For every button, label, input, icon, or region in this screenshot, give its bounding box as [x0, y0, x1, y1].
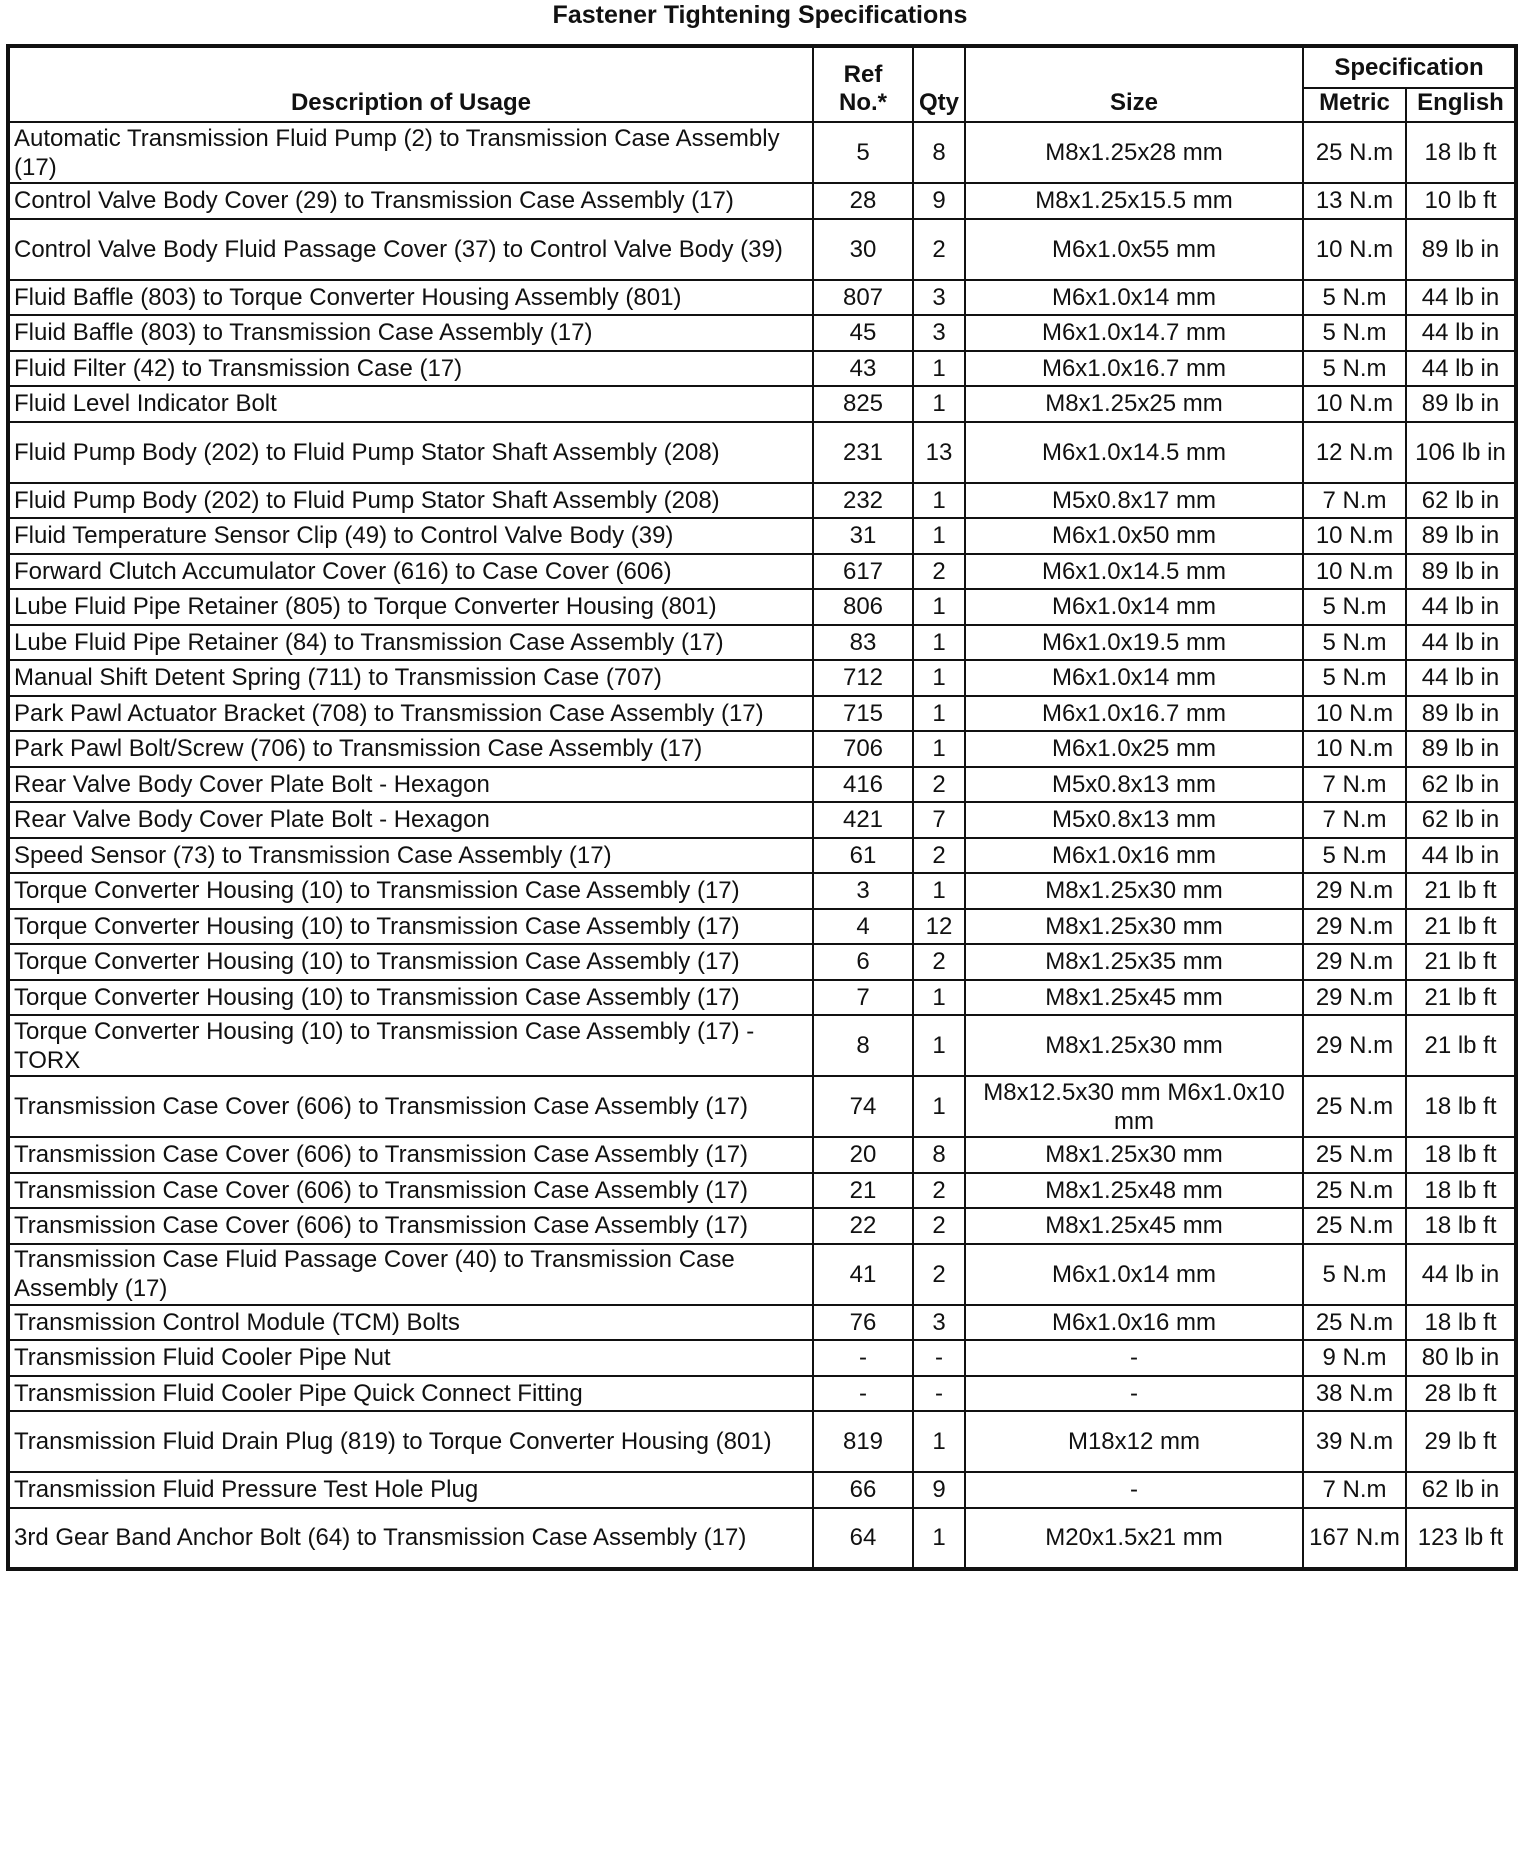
cell-qty: - [913, 1376, 965, 1412]
cell-description: Rear Valve Body Cover Plate Bolt - Hexagon [8, 802, 813, 838]
cell-description: Transmission Fluid Cooler Pipe Nut [8, 1340, 813, 1376]
cell-ref-no: 806 [813, 589, 913, 625]
table-row [8, 1137, 1516, 1173]
table-row [8, 483, 1516, 519]
cell-metric: 5 N.m [1303, 1244, 1406, 1305]
cell-metric: 39 N.m [1303, 1411, 1406, 1472]
cell-metric: 10 N.m [1303, 554, 1406, 590]
header-size: Size [965, 46, 1303, 122]
cell-size: M5x0.8x13 mm [965, 802, 1303, 838]
cell-description: Torque Converter Housing (10) to Transmission Case Assembly (17) [8, 873, 813, 909]
cell-size: M6x1.0x14 mm [965, 660, 1303, 696]
cell-ref-no: 22 [813, 1208, 913, 1244]
cell-ref-no: - [813, 1376, 913, 1412]
cell-ref-no: 706 [813, 731, 913, 767]
cell-description: Lube Fluid Pipe Retainer (805) to Torque Converter Housing (801) [8, 589, 813, 625]
cell-qty: 1 [913, 351, 965, 387]
cell-metric: 7 N.m [1303, 767, 1406, 803]
cell-qty: 1 [913, 873, 965, 909]
cell-english: 89 lb in [1406, 731, 1516, 767]
cell-metric: 29 N.m [1303, 944, 1406, 980]
cell-size: M6x1.0x14 mm [965, 280, 1303, 316]
cell-qty: 2 [913, 838, 965, 874]
cell-metric: 25 N.m [1303, 1076, 1406, 1137]
cell-english: 106 lb in [1406, 422, 1516, 483]
cell-description: Torque Converter Housing (10) to Transmission Case Assembly (17) [8, 909, 813, 945]
cell-description: Control Valve Body Fluid Passage Cover (37) to Control Valve Body (39) [8, 219, 813, 280]
cell-metric: 13 N.m [1303, 183, 1406, 219]
header-specification: Specification [1303, 46, 1516, 88]
cell-ref-no: 819 [813, 1411, 913, 1472]
table-row [8, 589, 1516, 625]
cell-size: M6x1.0x14.7 mm [965, 315, 1303, 351]
table-row [8, 315, 1516, 351]
cell-metric: 5 N.m [1303, 315, 1406, 351]
cell-english: 29 lb ft [1406, 1411, 1516, 1472]
cell-qty: 1 [913, 696, 965, 732]
table-row [8, 1015, 1516, 1076]
cell-size: - [965, 1376, 1303, 1412]
cell-metric: 5 N.m [1303, 625, 1406, 661]
cell-ref-no: 28 [813, 183, 913, 219]
table-row [8, 1376, 1516, 1412]
cell-metric: 5 N.m [1303, 351, 1406, 387]
cell-description: Torque Converter Housing (10) to Transmission Case Assembly (17) - TORX [8, 1015, 813, 1076]
cell-size: M6x1.0x14.5 mm [965, 422, 1303, 483]
table-row [8, 909, 1516, 945]
cell-ref-no: 43 [813, 351, 913, 387]
cell-english: 44 lb in [1406, 1244, 1516, 1305]
cell-description: Transmission Fluid Drain Plug (819) to Torque Converter Housing (801) [8, 1411, 813, 1472]
cell-ref-no: 61 [813, 838, 913, 874]
cell-qty: 9 [913, 183, 965, 219]
cell-metric: 12 N.m [1303, 422, 1406, 483]
cell-ref-no: 3 [813, 873, 913, 909]
cell-ref-no: 76 [813, 1305, 913, 1341]
cell-size: M8x12.5x30 mm M6x1.0x10 mm [965, 1076, 1303, 1137]
cell-description: Fluid Baffle (803) to Torque Converter Housing Assembly (801) [8, 280, 813, 316]
cell-description: Fluid Temperature Sensor Clip (49) to Control Valve Body (39) [8, 518, 813, 554]
cell-description: Automatic Transmission Fluid Pump (2) to Transmission Case Assembly (17) [8, 122, 813, 183]
cell-english: 18 lb ft [1406, 1305, 1516, 1341]
cell-description: Fluid Filter (42) to Transmission Case (17) [8, 351, 813, 387]
cell-metric: 29 N.m [1303, 909, 1406, 945]
cell-metric: 167 N.m [1303, 1508, 1406, 1569]
cell-ref-no: 41 [813, 1244, 913, 1305]
cell-ref-no: 421 [813, 802, 913, 838]
cell-ref-no: 4 [813, 909, 913, 945]
cell-metric: 7 N.m [1303, 1472, 1406, 1508]
cell-qty: 8 [913, 122, 965, 183]
table-row [8, 625, 1516, 661]
cell-metric: 10 N.m [1303, 386, 1406, 422]
cell-size: M6x1.0x19.5 mm [965, 625, 1303, 661]
cell-description: Transmission Control Module (TCM) Bolts [8, 1305, 813, 1341]
cell-size: M8x1.25x15.5 mm [965, 183, 1303, 219]
cell-size: M8x1.25x25 mm [965, 386, 1303, 422]
table-row [8, 1508, 1516, 1569]
cell-english: 44 lb in [1406, 589, 1516, 625]
cell-ref-no: 617 [813, 554, 913, 590]
cell-english: 89 lb in [1406, 554, 1516, 590]
cell-english: 28 lb ft [1406, 1376, 1516, 1412]
cell-metric: 29 N.m [1303, 1015, 1406, 1076]
cell-qty: 1 [913, 483, 965, 519]
cell-english: 62 lb in [1406, 483, 1516, 519]
cell-metric: 25 N.m [1303, 1208, 1406, 1244]
cell-english: 44 lb in [1406, 838, 1516, 874]
table-row [8, 944, 1516, 980]
cell-size: M6x1.0x16.7 mm [965, 696, 1303, 732]
cell-ref-no: 7 [813, 980, 913, 1016]
cell-description: Park Pawl Actuator Bracket (708) to Transmission Case Assembly (17) [8, 696, 813, 732]
cell-ref-no: 83 [813, 625, 913, 661]
cell-size: M6x1.0x14 mm [965, 1244, 1303, 1305]
header-metric: Metric [1303, 88, 1406, 122]
table-row [8, 802, 1516, 838]
cell-qty: 1 [913, 980, 965, 1016]
table-body [8, 122, 1516, 1569]
cell-english: 18 lb ft [1406, 1208, 1516, 1244]
cell-english: 18 lb ft [1406, 1076, 1516, 1137]
cell-qty: 2 [913, 554, 965, 590]
cell-metric: 9 N.m [1303, 1340, 1406, 1376]
cell-metric: 7 N.m [1303, 802, 1406, 838]
cell-size: M6x1.0x14.5 mm [965, 554, 1303, 590]
table-row [8, 873, 1516, 909]
cell-size: M6x1.0x16 mm [965, 1305, 1303, 1341]
cell-ref-no: 715 [813, 696, 913, 732]
cell-metric: 25 N.m [1303, 1305, 1406, 1341]
cell-size: M6x1.0x16 mm [965, 838, 1303, 874]
table-row [8, 1244, 1516, 1305]
cell-english: 123 lb ft [1406, 1508, 1516, 1569]
table-row [8, 980, 1516, 1016]
cell-size: M6x1.0x50 mm [965, 518, 1303, 554]
table-row [8, 696, 1516, 732]
cell-qty: 7 [913, 802, 965, 838]
cell-english: 18 lb ft [1406, 1173, 1516, 1209]
cell-english: 62 lb in [1406, 1472, 1516, 1508]
cell-size: M8x1.25x45 mm [965, 980, 1303, 1016]
cell-size: M8x1.25x35 mm [965, 944, 1303, 980]
cell-qty: 1 [913, 1076, 965, 1137]
cell-metric: 25 N.m [1303, 1137, 1406, 1173]
cell-size: M8x1.25x30 mm [965, 909, 1303, 945]
cell-description: Transmission Case Cover (606) to Transmission Case Assembly (17) [8, 1137, 813, 1173]
table-row [8, 386, 1516, 422]
cell-ref-no: 5 [813, 122, 913, 183]
table-row [8, 1340, 1516, 1376]
cell-qty: 1 [913, 1015, 965, 1076]
cell-metric: 25 N.m [1303, 122, 1406, 183]
cell-qty: 2 [913, 1244, 965, 1305]
cell-qty: 2 [913, 767, 965, 803]
cell-ref-no: 8 [813, 1015, 913, 1076]
cell-english: 44 lb in [1406, 660, 1516, 696]
table-row [8, 1472, 1516, 1508]
header-english: English [1406, 88, 1516, 122]
cell-ref-no: - [813, 1340, 913, 1376]
cell-ref-no: 66 [813, 1472, 913, 1508]
cell-qty: 13 [913, 422, 965, 483]
table-row [8, 122, 1516, 183]
cell-english: 18 lb ft [1406, 122, 1516, 183]
table-row [8, 280, 1516, 316]
cell-ref-no: 31 [813, 518, 913, 554]
cell-description: Rear Valve Body Cover Plate Bolt - Hexagon [8, 767, 813, 803]
cell-metric: 5 N.m [1303, 838, 1406, 874]
cell-size: M8x1.25x48 mm [965, 1173, 1303, 1209]
cell-english: 89 lb in [1406, 518, 1516, 554]
cell-metric: 29 N.m [1303, 980, 1406, 1016]
cell-description: Park Pawl Bolt/Screw (706) to Transmission Case Assembly (17) [8, 731, 813, 767]
table-row [8, 838, 1516, 874]
cell-ref-no: 416 [813, 767, 913, 803]
cell-metric: 10 N.m [1303, 518, 1406, 554]
cell-metric: 38 N.m [1303, 1376, 1406, 1412]
cell-english: 18 lb ft [1406, 1137, 1516, 1173]
cell-size: M18x12 mm [965, 1411, 1303, 1472]
cell-qty: 1 [913, 1411, 965, 1472]
cell-ref-no: 20 [813, 1137, 913, 1173]
table-row [8, 1173, 1516, 1209]
cell-english: 10 lb ft [1406, 183, 1516, 219]
cell-description: Transmission Case Cover (606) to Transmission Case Assembly (17) [8, 1173, 813, 1209]
table-row [8, 554, 1516, 590]
cell-english: 62 lb in [1406, 802, 1516, 838]
cell-size: M6x1.0x16.7 mm [965, 351, 1303, 387]
table-row [8, 219, 1516, 280]
cell-size: M6x1.0x25 mm [965, 731, 1303, 767]
cell-qty: 12 [913, 909, 965, 945]
cell-qty: 9 [913, 1472, 965, 1508]
cell-description: Fluid Pump Body (202) to Fluid Pump Stator Shaft Assembly (208) [8, 483, 813, 519]
cell-english: 21 lb ft [1406, 1015, 1516, 1076]
table-row [8, 518, 1516, 554]
cell-description: 3rd Gear Band Anchor Bolt (64) to Transmission Case Assembly (17) [8, 1508, 813, 1569]
cell-english: 21 lb ft [1406, 980, 1516, 1016]
cell-qty: 1 [913, 625, 965, 661]
cell-metric: 10 N.m [1303, 696, 1406, 732]
cell-size: M5x0.8x13 mm [965, 767, 1303, 803]
cell-english: 89 lb in [1406, 696, 1516, 732]
cell-description: Lube Fluid Pipe Retainer (84) to Transmission Case Assembly (17) [8, 625, 813, 661]
cell-metric: 5 N.m [1303, 660, 1406, 696]
cell-metric: 5 N.m [1303, 589, 1406, 625]
cell-description: Manual Shift Detent Spring (711) to Transmission Case (707) [8, 660, 813, 696]
cell-ref-no: 21 [813, 1173, 913, 1209]
cell-qty: 1 [913, 1508, 965, 1569]
cell-size: M5x0.8x17 mm [965, 483, 1303, 519]
cell-size: M6x1.0x55 mm [965, 219, 1303, 280]
cell-ref-no: 825 [813, 386, 913, 422]
cell-english: 62 lb in [1406, 767, 1516, 803]
cell-ref-no: 231 [813, 422, 913, 483]
cell-english: 44 lb in [1406, 280, 1516, 316]
header-ref-no: Ref No.* [813, 46, 913, 122]
cell-size: M8x1.25x28 mm [965, 122, 1303, 183]
cell-english: 21 lb ft [1406, 944, 1516, 980]
cell-english: 21 lb ft [1406, 873, 1516, 909]
cell-description: Torque Converter Housing (10) to Transmission Case Assembly (17) [8, 980, 813, 1016]
cell-metric: 5 N.m [1303, 280, 1406, 316]
cell-qty: - [913, 1340, 965, 1376]
cell-metric: 29 N.m [1303, 873, 1406, 909]
cell-description: Transmission Case Cover (606) to Transmission Case Assembly (17) [8, 1076, 813, 1137]
cell-qty: 1 [913, 589, 965, 625]
cell-description: Fluid Level Indicator Bolt [8, 386, 813, 422]
cell-english: 44 lb in [1406, 315, 1516, 351]
cell-description: Control Valve Body Cover (29) to Transmission Case Assembly (17) [8, 183, 813, 219]
cell-english: 21 lb ft [1406, 909, 1516, 945]
table-row [8, 731, 1516, 767]
cell-ref-no: 74 [813, 1076, 913, 1137]
cell-qty: 3 [913, 1305, 965, 1341]
cell-description: Fluid Baffle (803) to Transmission Case Assembly (17) [8, 315, 813, 351]
cell-description: Torque Converter Housing (10) to Transmission Case Assembly (17) [8, 944, 813, 980]
cell-description: Speed Sensor (73) to Transmission Case Assembly (17) [8, 838, 813, 874]
cell-ref-no: 712 [813, 660, 913, 696]
header-description: Description of Usage [8, 46, 813, 122]
cell-qty: 2 [913, 219, 965, 280]
cell-english: 80 lb in [1406, 1340, 1516, 1376]
header-qty: Qty [913, 46, 965, 122]
fastener-spec-table [6, 44, 1518, 1571]
table-row [8, 767, 1516, 803]
table-row [8, 1305, 1516, 1341]
cell-qty: 1 [913, 386, 965, 422]
cell-ref-no: 64 [813, 1508, 913, 1569]
cell-size: M8x1.25x45 mm [965, 1208, 1303, 1244]
cell-size: M20x1.5x21 mm [965, 1508, 1303, 1569]
cell-qty: 3 [913, 315, 965, 351]
cell-size: M8x1.25x30 mm [965, 873, 1303, 909]
cell-english: 89 lb in [1406, 219, 1516, 280]
table-row [8, 660, 1516, 696]
cell-ref-no: 45 [813, 315, 913, 351]
cell-description: Forward Clutch Accumulator Cover (616) to Case Cover (606) [8, 554, 813, 590]
cell-qty: 1 [913, 731, 965, 767]
cell-ref-no: 6 [813, 944, 913, 980]
page-title: Fastener Tightening Specifications [552, 1, 968, 29]
cell-ref-no: 807 [813, 280, 913, 316]
table-row [8, 351, 1516, 387]
cell-metric: 7 N.m [1303, 483, 1406, 519]
cell-english: 44 lb in [1406, 351, 1516, 387]
cell-size: M8x1.25x30 mm [965, 1137, 1303, 1173]
table-row [8, 1076, 1516, 1137]
cell-english: 44 lb in [1406, 625, 1516, 661]
cell-description: Transmission Fluid Pressure Test Hole Plug [8, 1472, 813, 1508]
cell-metric: 25 N.m [1303, 1173, 1406, 1209]
cell-size: M8x1.25x30 mm [965, 1015, 1303, 1076]
cell-description: Fluid Pump Body (202) to Fluid Pump Stator Shaft Assembly (208) [8, 422, 813, 483]
cell-qty: 8 [913, 1137, 965, 1173]
cell-metric: 10 N.m [1303, 219, 1406, 280]
table-row [8, 183, 1516, 219]
cell-qty: 3 [913, 280, 965, 316]
cell-description: Transmission Fluid Cooler Pipe Quick Connect Fitting [8, 1376, 813, 1412]
cell-english: 89 lb in [1406, 386, 1516, 422]
cell-size: - [965, 1472, 1303, 1508]
cell-size: M6x1.0x14 mm [965, 589, 1303, 625]
cell-description: Transmission Case Fluid Passage Cover (40) to Transmission Case Assembly (17) [8, 1244, 813, 1305]
cell-qty: 2 [913, 1208, 965, 1244]
cell-qty: 2 [913, 1173, 965, 1209]
table-row [8, 1208, 1516, 1244]
cell-qty: 1 [913, 660, 965, 696]
cell-metric: 10 N.m [1303, 731, 1406, 767]
table-row [8, 422, 1516, 483]
cell-qty: 1 [913, 518, 965, 554]
cell-description: Transmission Case Cover (606) to Transmission Case Assembly (17) [8, 1208, 813, 1244]
cell-ref-no: 232 [813, 483, 913, 519]
cell-qty: 2 [913, 944, 965, 980]
cell-size: - [965, 1340, 1303, 1376]
table-row [8, 1411, 1516, 1472]
cell-ref-no: 30 [813, 219, 913, 280]
